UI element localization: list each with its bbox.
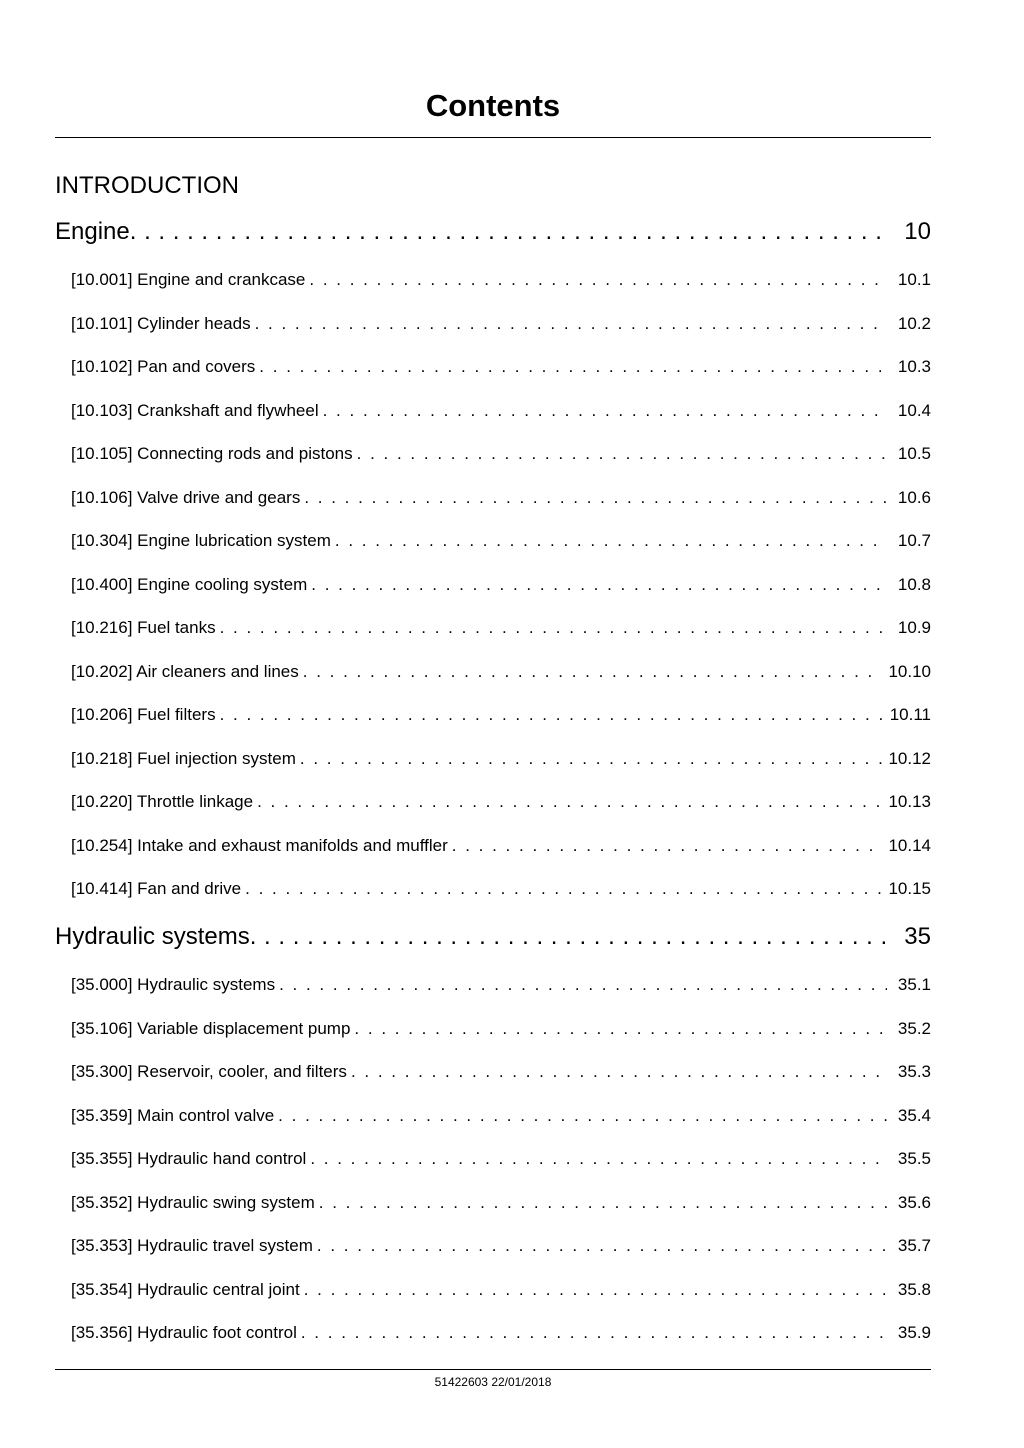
toc-label: [10.206] Fuel filters [71, 705, 216, 724]
toc-entry[interactable] [55, 790, 931, 814]
toc-label: [10.106] Valve drive and gears [71, 487, 301, 507]
toc-entry[interactable] [55, 486, 931, 510]
dot-leader [301, 1321, 887, 1345]
dot-leader [311, 573, 887, 597]
toc-page-number: 10.9 [897, 618, 931, 637]
toc-label: [35.106] Variable displacement pump [71, 1018, 351, 1038]
toc-entry[interactable] [55, 616, 931, 640]
title-divider [55, 137, 931, 138]
toc-label: Hydraulic systems [55, 923, 250, 950]
toc-page-number: 35.4 [897, 1105, 931, 1125]
toc-label: [10.254] Intake and exhaust manifolds and muffler [71, 835, 448, 855]
dot-leader [357, 442, 887, 466]
toc-label: [10.216] Fuel tanks [71, 618, 216, 637]
dot-leader [354, 1017, 887, 1041]
toc-page-number: 10.2 [897, 313, 931, 333]
page-footer: 51422603 22/01/2018 [434, 1375, 552, 1389]
toc-page-number: 10.13 [888, 792, 931, 811]
toc-label: [10.101] Cylinder heads [71, 313, 251, 333]
toc-page-number: 10.8 [897, 574, 931, 594]
document-page [55, 0, 931, 1448]
toc-label: [35.354] Hydraulic central joint [71, 1279, 300, 1299]
dot-leader [130, 216, 891, 248]
dot-leader [452, 834, 883, 858]
toc-page-number: 10.15 [888, 879, 931, 898]
toc-page-number: 35.9 [897, 1323, 931, 1342]
toc-entry[interactable] [55, 747, 931, 771]
toc-page-number: 10.14 [888, 835, 931, 855]
toc-page-number: 35.3 [897, 1062, 931, 1081]
toc-page-number: 35.2 [897, 1018, 931, 1038]
toc-page-number: 35.5 [897, 1149, 931, 1168]
toc-page-number: 35 [904, 923, 931, 950]
toc-label: [35.356] Hydraulic foot control [71, 1323, 297, 1342]
toc-entry[interactable] [55, 312, 931, 336]
dot-leader [335, 529, 887, 553]
toc-entry[interactable] [55, 1104, 931, 1128]
footer-divider [55, 1369, 931, 1370]
toc-label: [10.218] Fuel injection system [71, 748, 296, 768]
toc-label: [35.300] Reservoir, cooler, and filters [71, 1062, 347, 1081]
dot-leader [323, 399, 887, 423]
toc-label: [10.220] Throttle linkage [71, 792, 254, 811]
toc-entry[interactable] [55, 442, 931, 466]
dot-leader [250, 921, 891, 953]
toc-entry[interactable] [55, 834, 931, 858]
toc-label: [10.105] Connecting rods and pistons [71, 444, 353, 463]
toc-label: [10.202] Air cleaners and lines [71, 661, 299, 681]
toc-entry[interactable] [55, 973, 931, 997]
toc-entry[interactable] [55, 355, 931, 379]
dot-leader [220, 616, 887, 640]
toc-page-number: 10.4 [897, 400, 931, 420]
toc-page-number: 10.11 [889, 705, 931, 724]
toc-entry[interactable] [55, 660, 931, 684]
dot-leader [351, 1060, 887, 1084]
toc-page-number: 35.8 [897, 1279, 931, 1299]
toc-section[interactable] [55, 921, 931, 953]
dot-leader [300, 747, 883, 771]
toc-entry[interactable] [55, 1060, 931, 1084]
toc-page-number: 10.5 [897, 444, 931, 463]
toc-entry[interactable] [55, 399, 931, 423]
dot-leader [220, 703, 884, 727]
toc-page-number: 10.12 [888, 748, 931, 768]
dot-leader [310, 1147, 887, 1171]
toc-label: [10.103] Crankshaft and flywheel [71, 400, 319, 420]
toc-page-number: 10.10 [888, 661, 931, 681]
toc-page-number: 10.7 [897, 531, 931, 550]
toc-page-number: 10.1 [897, 270, 931, 289]
toc-entry[interactable] [55, 1191, 931, 1215]
toc-entry[interactable] [55, 573, 931, 597]
toc-label: [10.001] Engine and crankcase [71, 270, 306, 289]
dot-leader [259, 355, 887, 379]
dot-leader [278, 1104, 887, 1128]
toc-label: [35.353] Hydraulic travel system [71, 1236, 313, 1255]
dot-leader [279, 973, 887, 997]
toc-entry[interactable] [55, 1278, 931, 1302]
toc-label: [35.000] Hydraulic systems [71, 975, 276, 994]
toc-page-number: 35.1 [897, 975, 931, 994]
toc-label: [10.102] Pan and covers [71, 357, 256, 376]
toc-page-number: 10.6 [897, 487, 931, 507]
toc-entry[interactable] [55, 1234, 931, 1258]
toc-introduction[interactable]: INTRODUCTION [55, 172, 239, 199]
toc-label: [35.355] Hydraulic hand control [71, 1149, 307, 1168]
toc-entry[interactable] [55, 703, 931, 727]
toc-entry[interactable] [55, 529, 931, 553]
dot-leader [309, 268, 887, 292]
toc-label: [35.352] Hydraulic swing system [71, 1192, 315, 1212]
toc-entry[interactable] [55, 1147, 931, 1171]
dot-leader [319, 1191, 887, 1215]
toc-label: [10.414] Fan and drive [71, 879, 242, 898]
toc-entry[interactable] [55, 877, 931, 901]
toc-page-number: 10.3 [897, 357, 931, 376]
toc-page-number: 35.7 [897, 1236, 931, 1255]
dot-leader [304, 486, 887, 510]
toc-label: [35.359] Main control valve [71, 1105, 275, 1125]
dot-leader [245, 877, 882, 901]
dot-leader [304, 1278, 887, 1302]
toc-page-number: 35.6 [897, 1192, 931, 1212]
dot-leader [303, 660, 883, 684]
toc-entry[interactable] [55, 1017, 931, 1041]
page-title: Contents [425, 88, 561, 123]
toc-label: Engine [55, 218, 130, 245]
dot-leader [257, 790, 882, 814]
toc-entry[interactable] [55, 1321, 931, 1345]
toc-label: [10.400] Engine cooling system [71, 574, 308, 594]
toc-section[interactable] [55, 216, 931, 248]
dot-leader [255, 312, 887, 336]
dot-leader [317, 1234, 887, 1258]
toc-label: [10.304] Engine lubrication system [71, 531, 331, 550]
toc-entry[interactable] [55, 268, 931, 292]
toc-page-number: 10 [904, 218, 931, 245]
